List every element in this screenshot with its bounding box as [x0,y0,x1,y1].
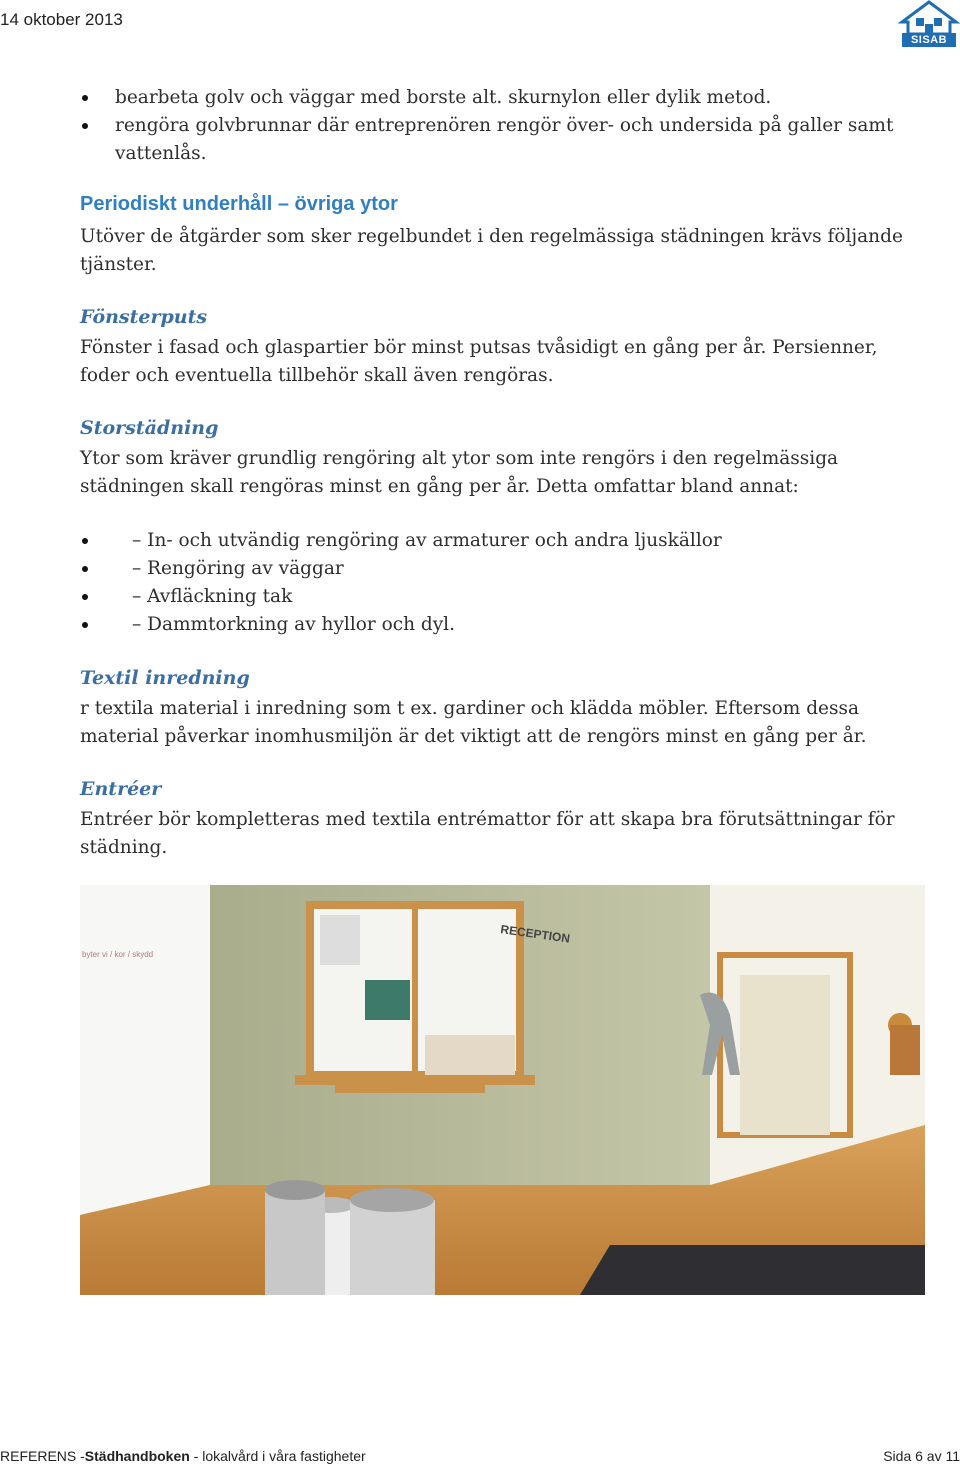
section-text-storstadning: Ytor som kräver grundlig rengöring alt ytor som inte rengörs i den regelmässiga städningen skall rengöras minst en gång per år. Detta omfattar bland annat: [80,448,839,497]
bullet-icon [82,594,88,600]
header-date: 14 oktober 2013 [0,10,123,29]
section-heading-storstadning: Storstädning [80,417,219,439]
list-item: bearbeta golv och väggar med borste alt. skurnylon eller dylik metod. [80,84,910,112]
storstadning-list [80,527,910,639]
reception-photo [80,885,925,1295]
section-text-entreer: Entréer bör kompletteras med textila entrémattor för att skapa bra förutsättningar för städning. [80,809,895,858]
logo-text: SISAB [902,33,956,47]
bullet-icon [82,538,88,544]
list-item: – Avfläckning tak [80,583,910,611]
footer-left: REFERENS -Städhandboken - lokalvård i våra fastigheter [0,1448,366,1464]
bullet-icon [82,95,88,101]
section-heading-textil: Textil inredning [80,667,250,689]
section-text-periodiskt: Utöver de åtgärder som sker regelbundet i den regelmässiga städningen krävs följande tjänster. [80,226,903,275]
window-text: byter vi / kor / skydd [82,950,154,959]
bullet-icon [82,566,88,572]
page-number: Sida 6 av 11 [883,1448,960,1464]
list-item: – Rengöring av väggar [80,555,910,583]
bullet-icon [82,123,88,129]
section-text-textil: r textila material i inredning som t ex. gardiner och klädda möbler. Eftersom dessa material påverkar inomhusmiljön är det viktigt att de rengörs minst en gång per år. [80,698,867,747]
bullet-icon [82,622,88,628]
section-text-fonsterputs: Fönster i fasad och glaspartier bör minst putsas tvåsidigt en gång per år. Persienner, foder och eventuella tillbehör skall även rengöras. [80,337,878,386]
sisab-logo [898,0,960,50]
reception-sign: RECEPTION [499,922,571,946]
list-item: – In- och utvändig rengöring av armaturer och andra ljuskällor [80,527,910,555]
section-heading-entreer: Entréer [80,778,162,800]
house-logo-icon [898,0,960,36]
reception-photo-illustration [80,885,925,1295]
section-heading-periodiskt: Periodiskt underhåll – övriga ytor [80,193,398,215]
intro-bullet-list [80,84,910,168]
list-item: rengöra golvbrunnar där entreprenören rengör över- och undersida på galler samt vattenlås. [80,112,910,168]
list-item: – Dammtorkning av hyllor och dyl. [80,611,910,639]
section-heading-fonsterputs: Fönsterputs [80,306,208,328]
